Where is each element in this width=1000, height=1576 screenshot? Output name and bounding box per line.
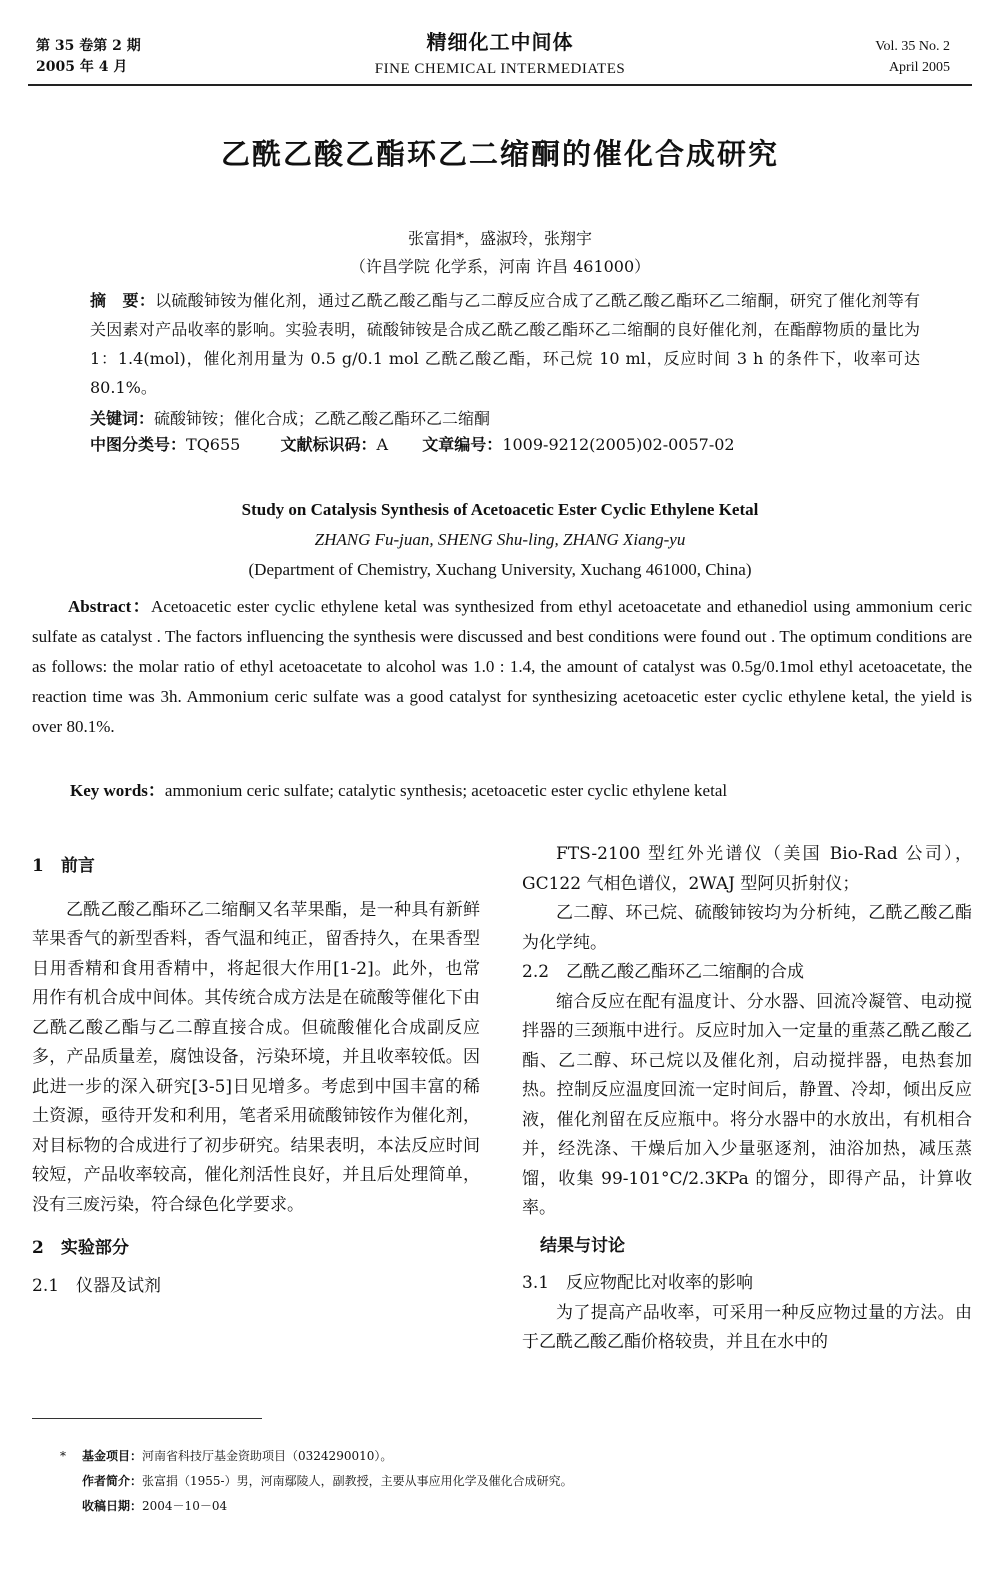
fund-label: 基金项目： xyxy=(82,1449,143,1463)
doc-code-value: A xyxy=(376,435,389,454)
abstract-cn-text: 以硫酸铈铵为催化剂，通过乙酰乙酸乙酯与乙二醇反应合成了乙酰乙酸乙酯环乙二缩酮，研究了催化剂等有关因素对产品收率的影响。实验表明，硫酸铈铵是合成乙酰乙酸乙酯环乙二缩酮的良好催化剂，在酯醇物质的量比为 1：1.4(mol)，催化剂用量为 0.5 g/0.1 mol 乙酰乙酸乙酯，环己烷 10 ml，反应时间 3 h 的条件下，收率可达 80.1%。 xyxy=(90,291,920,397)
footnotes xyxy=(60,1444,940,1519)
section-1-heading: 1 前言 xyxy=(32,856,95,876)
paper-title-en: Study on Catalysis Synthesis of Acetoacetic Ester Cyclic Ethylene Ketal xyxy=(241,500,759,519)
issue-info-cn xyxy=(36,36,141,78)
journal-name xyxy=(250,26,750,78)
section-3-heading: 结果与讨论 xyxy=(540,1235,625,1256)
instruments-paragraph: FTS-2100 型红外光谱仪（美国 Bio-Rad 公司），GC122 气相色谱仪，2WAJ 型阿贝折射仪； xyxy=(522,844,972,894)
keywords-en-label: Key words： xyxy=(70,781,165,800)
author-bio-text: 张富捐（1955-）男，河南鄢陵人，副教授，主要从事应用化学及催化合成研究。 xyxy=(142,1474,573,1488)
footnote-rule xyxy=(32,1418,262,1419)
doc-code-label: 文献标识码： xyxy=(280,435,377,454)
section-2-2-heading: 2.2 乙酰乙酸乙酯环乙二缩酮的合成 xyxy=(522,962,805,982)
abstract-cn-body xyxy=(90,286,920,402)
body-left-column xyxy=(32,852,480,1301)
authors-cn: 张富捐*，盛淑玲，张翔宇 xyxy=(407,229,592,248)
keywords-cn-text: 硫酸铈铵；催化合成；乙酰乙酸乙酯环乙二缩酮 xyxy=(154,409,491,428)
author-bio-label: 作者简介： xyxy=(82,1474,143,1488)
issue-info-en xyxy=(875,36,950,78)
body-right-column xyxy=(522,840,972,1358)
authors-en: ZHANG Fu-juan, SHENG Shu-ling, ZHANG Xiang-yu xyxy=(314,530,686,549)
reagents-paragraph: 乙二醇、环己烷、硫酸铈铵均为分析纯，乙酰乙酸乙酯为化学纯。 xyxy=(522,903,972,953)
article-number-value: 1009-9212(2005)02-0057-02 xyxy=(502,435,735,454)
issue-date-cn: 2005 年 4 月 xyxy=(36,59,128,75)
issue-number-cn: 第 35 卷第 2 期 xyxy=(36,38,141,54)
abstract-cn xyxy=(90,286,920,458)
section-1-paragraph: 乙酰乙酸乙酯环乙二缩酮又名苹果酯，是一种具有新鲜苹果香气的新型香料，香气温和纯正，留香持久，在果香型日用香精和食用香精中，将起很大作用[1-2]。此外，也常用作有机合成中间体。其传统合成方法是在硫酸等催化下由乙酰乙酸乙酯与乙二醇直接合成。但硫酸催化合成副反应多，产品质量差，腐蚀设备，污染环境，并且收率较低。因此进一步的深入研究[3-5]日见增多。考虑到中国丰富的稀土资源，亟待开发和利用，笔者采用硫酸铈铵作为催化剂，对目标物的合成进行了初步研究。结果表明，本法反应时间较短，产品收率较高，催化剂活性良好，并且后处理简单，没有三废污染，符合绿色化学要求。 xyxy=(32,899,480,1215)
section-3-1-paragraph: 为了提高产品收率，可采用一种反应物过量的方法。由于乙酰乙酸乙酯价格较贵，并且在水中的 xyxy=(522,1302,972,1352)
abstract-cn-label: 摘 要： xyxy=(90,291,156,310)
affiliation-en: (Department of Chemistry, Xuchang University, Xuchang 461000, China) xyxy=(248,560,752,579)
section-2-heading: 2 实验部分 xyxy=(32,1238,129,1258)
keywords-cn xyxy=(90,406,920,432)
clc-label: 中图分类号： xyxy=(90,435,187,454)
received-date: 2004－10－04 xyxy=(142,1499,228,1513)
classification-row xyxy=(90,432,920,458)
volume-en: Vol. 35 No. 2 xyxy=(875,39,950,54)
section-3-1-heading: 3.1 反应物配比对收率的影响 xyxy=(522,1273,754,1293)
abstract-en xyxy=(32,592,972,742)
article-number-label: 文章编号： xyxy=(422,435,503,454)
abstract-en-label: Abstract： xyxy=(68,597,152,616)
journal-name-en: FINE CHEMICAL INTERMEDIATES xyxy=(374,61,626,77)
author-footnote xyxy=(60,1469,940,1494)
received-footnote xyxy=(60,1494,940,1519)
keywords-en xyxy=(70,778,980,804)
section-2-2-paragraph: 缩合反应在配有温度计、分水器、回流冷凝管、电动搅拌器的三颈瓶中进行。反应时加入一定量的重蒸乙酰乙酸乙酯、乙二醇、环己烷以及催化剂，启动搅拌器，电热套加热。控制反应温度回流一定时间后，静置、冷却，倾出反应液，催化剂留在反应瓶中。将分水器中的水放出，有机相合并，经洗涤、干燥后加入少量驱逐剂，油浴加热，减压蒸馏，收集 99-101°C/2.3KPa 的馏分，即得产品，计算收率。 xyxy=(522,991,972,1218)
keywords-cn-label: 关键词： xyxy=(90,409,155,428)
abstract-en-text: Acetoacetic ester cyclic ethylene ketal was synthesized from ethyl acetoacetate and ethanediol using ammonium ceric sulfate as catalyst . The factors influencing the synthesis were discussed and best conditions were found out . The optimum conditions are as follows: the molar ratio of ethyl acetoacetate to alcohol was 1.0 : 1.4, the amount of catalyst was 0.5g/0.1mol ethyl acetoacetate, the reaction time was 3h. Ammonium ceric sulfate was a good catalyst for synthesizing acetoacetic ester cyclic ethylene ketal, the yield is over 80.1%. xyxy=(32,597,972,736)
header-rule xyxy=(28,84,972,86)
date-en: April 2005 xyxy=(888,60,950,75)
received-label: 收稿日期： xyxy=(82,1499,143,1513)
fund-footnote: * 基金项目：河南省科技厅基金资助项目（0324290010）。 xyxy=(60,1449,393,1463)
keywords-en-text: ammonium ceric sulfate; catalytic synthesis; acetoacetic ester cyclic ethylene ketal xyxy=(164,781,728,800)
clc-value: TQ655 xyxy=(186,435,241,454)
journal-name-cn: 精细化工中间体 xyxy=(426,30,574,54)
paper-title-cn: 乙酰乙酸乙酯环乙二缩酮的催化合成研究 xyxy=(220,137,779,171)
section-2-1-heading: 2.1 仪器及试剂 xyxy=(32,1275,162,1296)
affiliation-cn: （许昌学院 化学系，河南 许昌 461000） xyxy=(349,257,651,276)
fund-text: 河南省科技厅基金资助项目（0324290010）。 xyxy=(142,1449,393,1463)
